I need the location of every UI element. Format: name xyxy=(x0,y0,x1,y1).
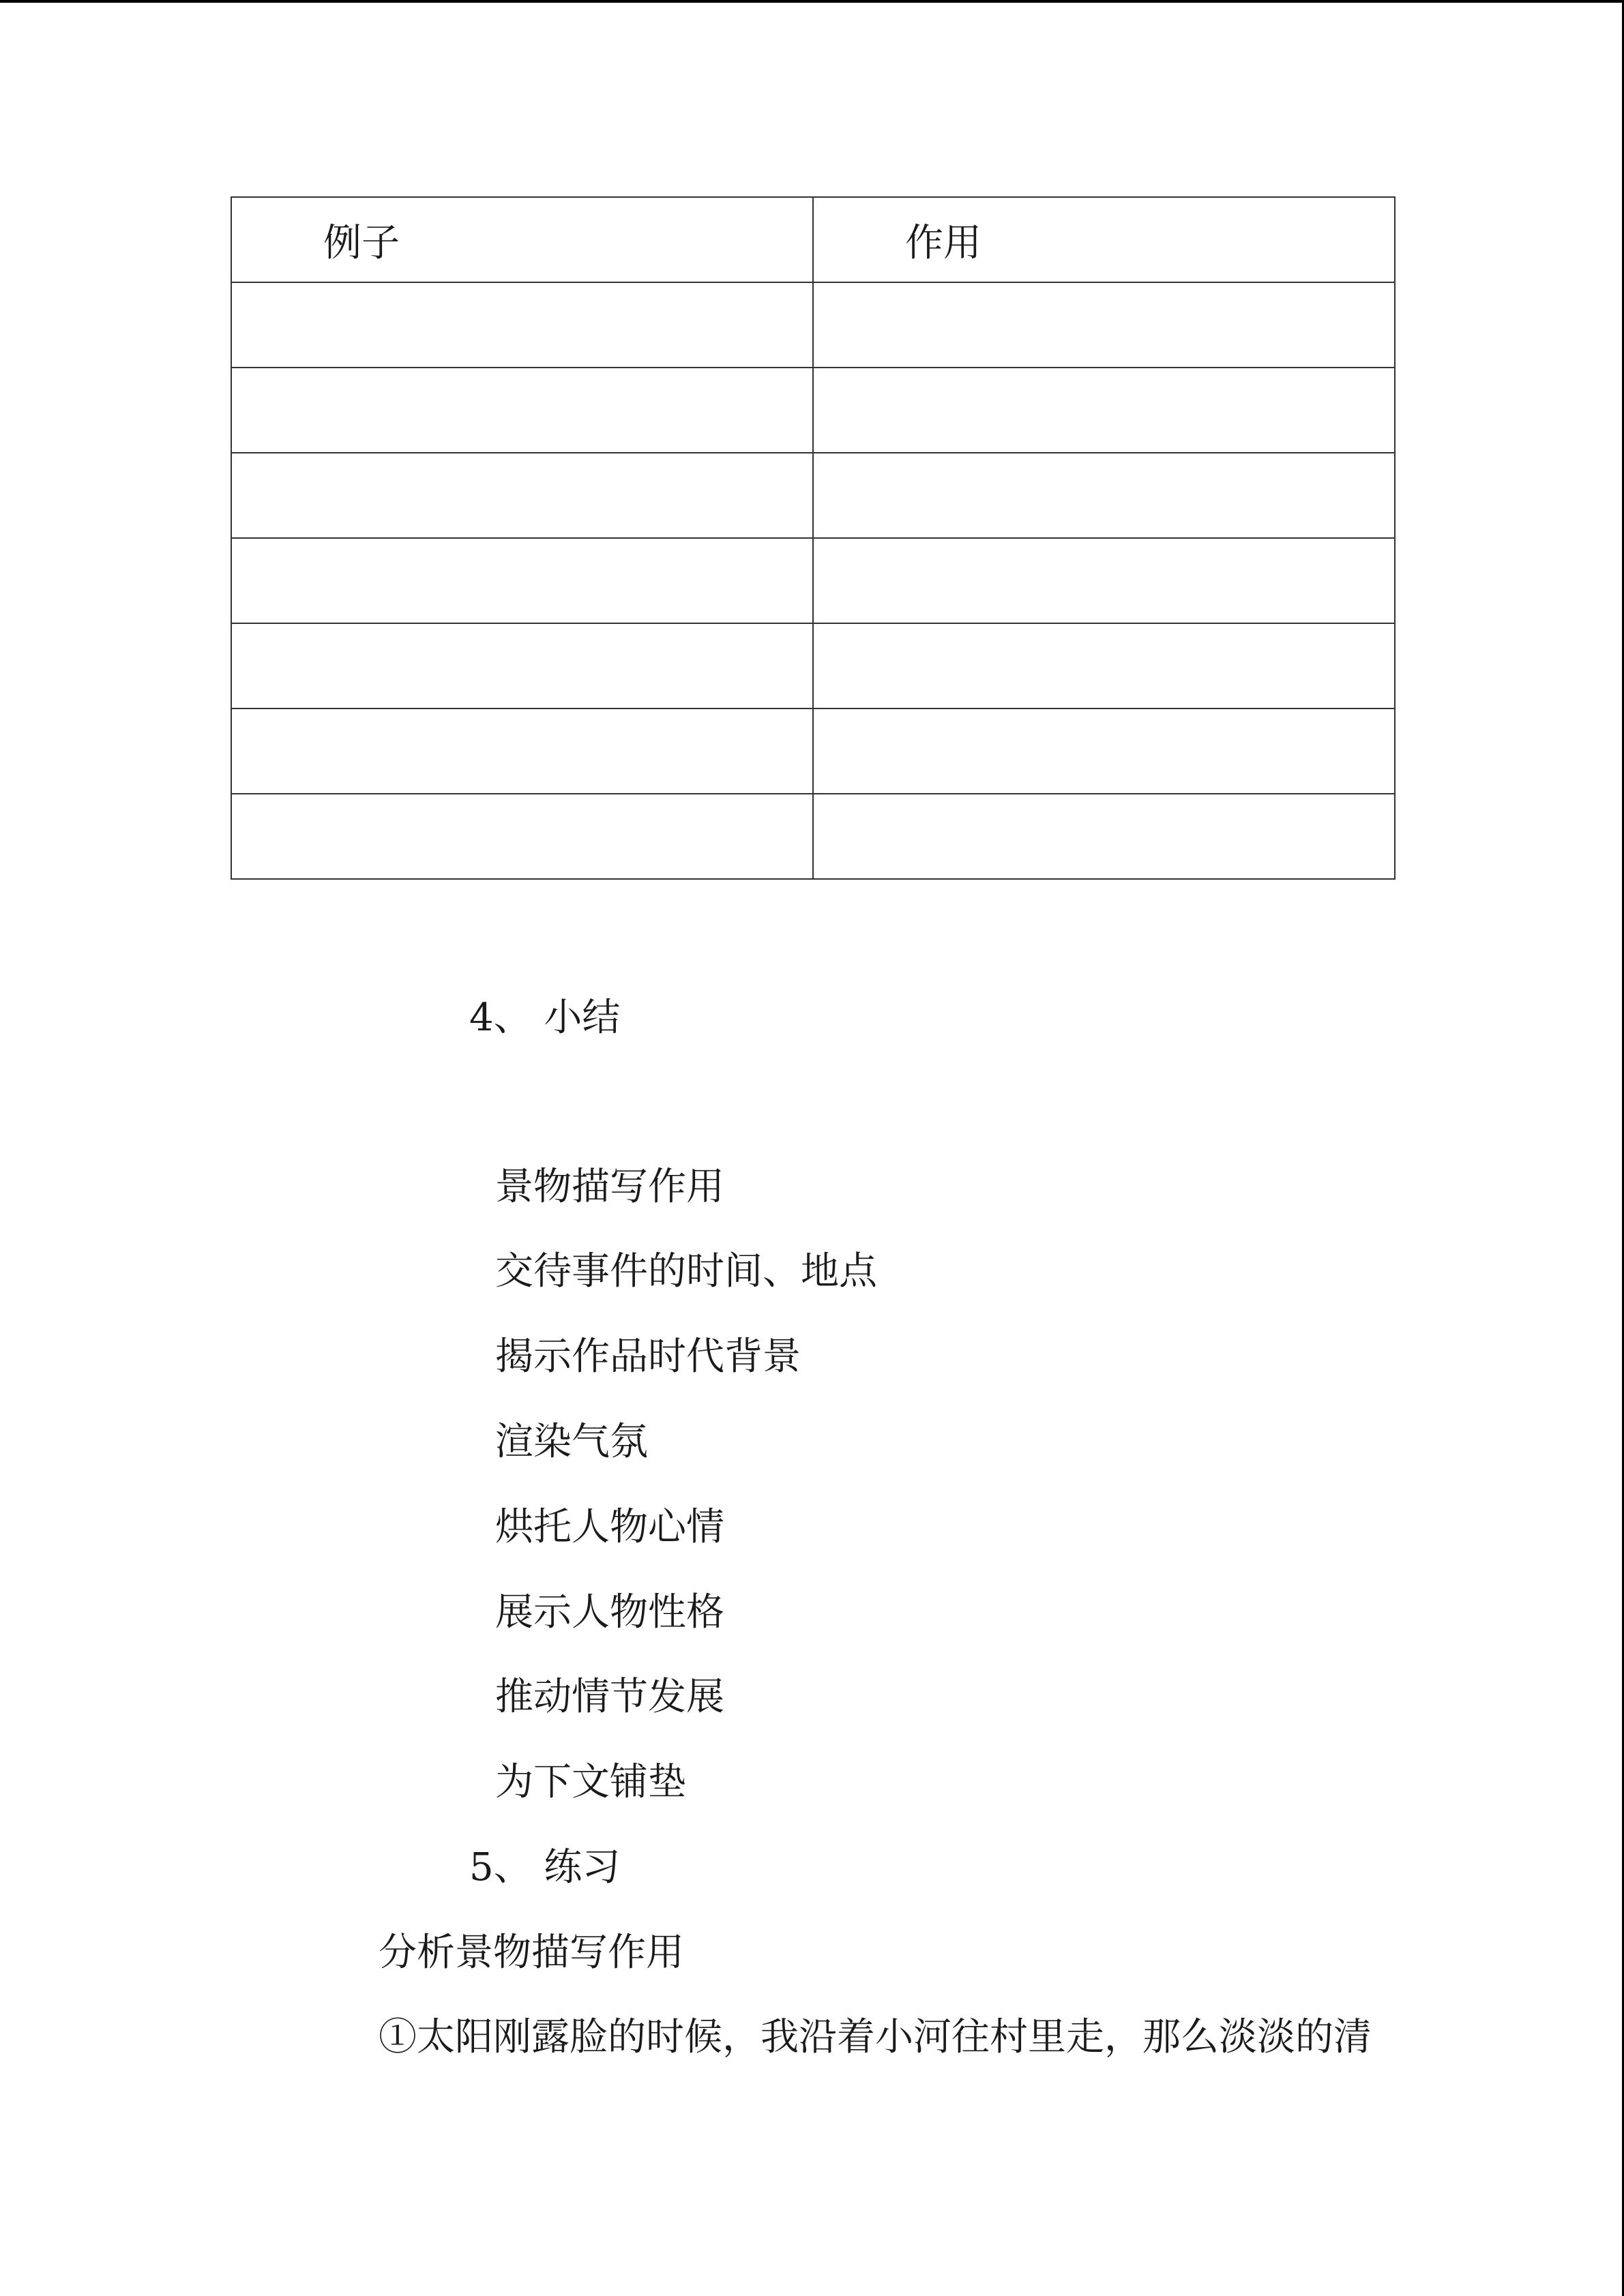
examples-table xyxy=(231,196,1396,880)
table-cell xyxy=(231,453,813,538)
header-label-function: 作用 xyxy=(905,220,981,265)
table-row xyxy=(231,368,1395,453)
summary-item: 为下文铺垫 xyxy=(495,1760,686,1804)
section-heading-summary: 4、 小结 xyxy=(469,996,621,1040)
table-cell xyxy=(231,794,813,879)
table-row xyxy=(231,709,1395,794)
table-cell xyxy=(813,709,1395,794)
practice-prompt: 分析景物描写作用 xyxy=(379,1930,684,1975)
table-cell xyxy=(813,282,1395,368)
summary-item: 揭示作品时代背景 xyxy=(495,1335,801,1379)
table-cell xyxy=(231,282,813,368)
table-row xyxy=(231,623,1395,709)
header-label-example: 例子 xyxy=(323,220,400,265)
table-cell xyxy=(813,794,1395,879)
table-cell xyxy=(231,623,813,709)
header-cell-function xyxy=(813,197,1395,282)
summary-item: 烘托人物心情 xyxy=(495,1505,724,1549)
page-top-border xyxy=(0,0,1624,3)
section-heading-practice: 5、 练习 xyxy=(469,1845,621,1890)
table-cell xyxy=(813,368,1395,453)
table-cell xyxy=(231,709,813,794)
table-row xyxy=(231,282,1395,368)
table-row xyxy=(231,453,1395,538)
summary-item: 交待事件的时间、地点 xyxy=(495,1249,877,1294)
table-cell xyxy=(813,623,1395,709)
table-row xyxy=(231,538,1395,623)
table-cell xyxy=(813,453,1395,538)
summary-item: 渲染气氛 xyxy=(495,1420,648,1464)
practice-passage: ①太阳刚露脸的时候，我沿着小河往村里走，那么淡淡的清 xyxy=(379,2015,1372,2059)
table-row xyxy=(231,794,1395,879)
table-cell xyxy=(231,368,813,453)
summary-item: 推动情节发展 xyxy=(495,1675,724,1719)
table-cell xyxy=(231,538,813,623)
table-header-row xyxy=(231,197,1395,282)
summary-item: 景物描写作用 xyxy=(495,1165,724,1209)
table-cell xyxy=(813,538,1395,623)
header-cell-example xyxy=(231,197,813,282)
summary-item: 展示人物性格 xyxy=(495,1590,724,1635)
